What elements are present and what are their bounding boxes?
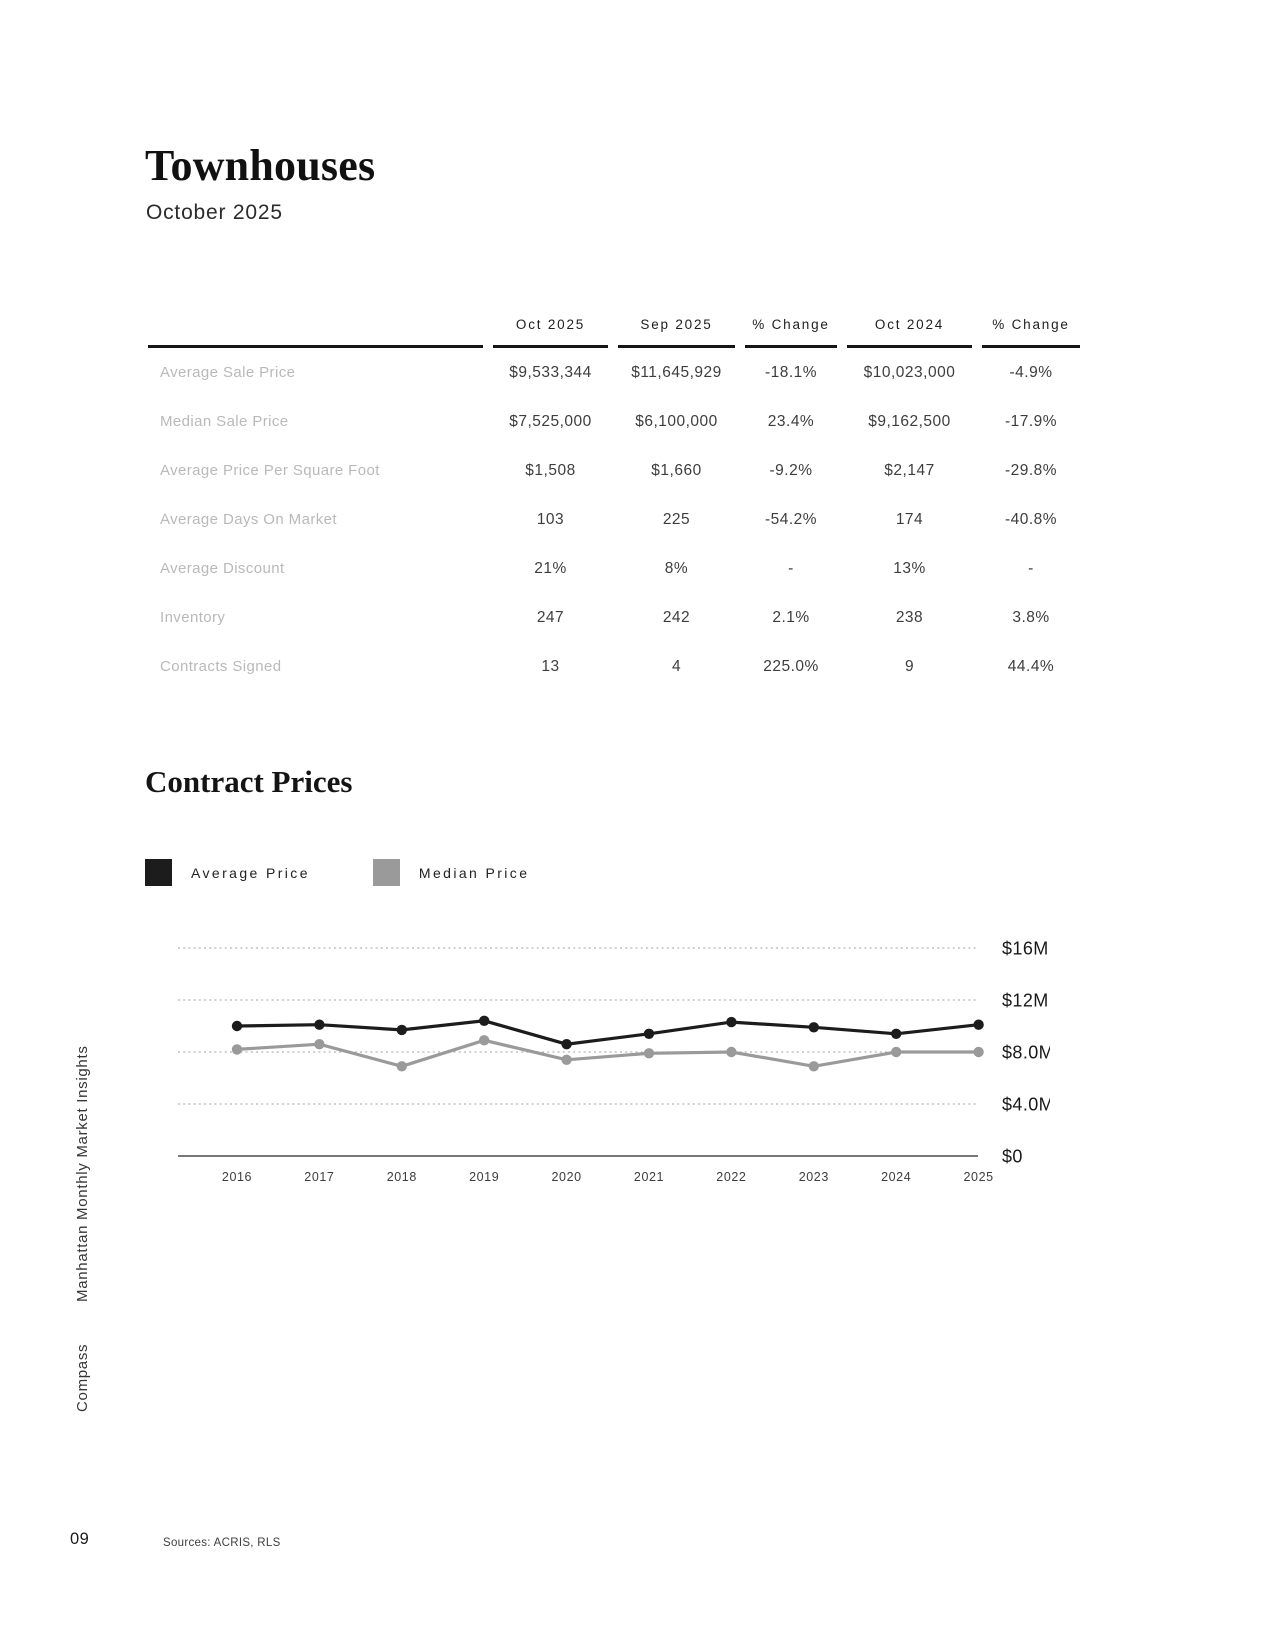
page-subtitle: October 2025 [146,201,283,224]
table-cell: 103 [536,510,565,528]
data-point [397,1061,407,1071]
table-cell: $11,645,929 [631,363,722,381]
table-cell: 8% [664,559,689,577]
data-point [809,1022,819,1032]
table-cell: $1,660 [651,461,702,479]
data-point [973,1047,983,1057]
table-header: Oct 2025 [493,304,608,348]
sidebar-brand-text: Manhattan Monthly Market Insights [74,1045,91,1302]
data-point [479,1016,489,1026]
x-axis-tick-label: 2019 [469,1170,500,1184]
x-axis-tick-label: 2018 [386,1170,417,1184]
legend-label: Average Price [191,864,310,881]
table-cell: 225 [662,510,691,528]
page-title: Townhouses [145,141,376,190]
table-header: % Change [982,304,1080,348]
row-label: Average Price Per Square Foot [160,462,380,479]
table-cell: 13% [893,559,926,577]
y-axis-tick-label: $0 [1002,1146,1023,1167]
table-header: Sep 2025 [618,304,735,348]
x-axis-tick-label: 2020 [551,1170,582,1184]
x-axis-tick-label: 2023 [798,1170,829,1184]
data-point [809,1061,819,1071]
series-line-median-price [237,1040,979,1066]
x-axis-tick-label: 2016 [221,1170,253,1184]
y-axis-tick-label: $12M [1002,990,1049,1011]
row-label: Inventory [160,609,226,626]
x-axis-tick-label: 2021 [633,1170,665,1184]
table-cell: $1,508 [525,461,576,479]
table-cell: 225.0% [763,657,819,675]
table-cell: 3.8% [1012,608,1050,626]
table-cell: 247 [536,608,565,626]
table-cell: -54.2% [764,510,818,528]
x-axis-tick-label: 2017 [304,1170,335,1184]
table-cell: - [1028,559,1034,577]
data-point [314,1039,324,1049]
table-header-spacer [148,304,483,348]
data-point [314,1020,324,1030]
table-cell: $9,162,500 [868,412,951,430]
table-cell: 13 [541,657,560,675]
table-cell: 242 [662,608,691,626]
table-cell: -9.2% [769,461,813,479]
table-cell: - [788,559,794,577]
table-header: Oct 2024 [847,304,972,348]
table-cell: $10,023,000 [863,363,956,381]
table-header: % Change [745,304,837,348]
page-number: 09 [70,1530,90,1548]
table-cell: 44.4% [1007,657,1055,675]
table-cell: 21% [534,559,567,577]
line-chart-canvas [145,878,1050,1196]
x-axis-tick-label: 2025 [963,1170,994,1184]
table-cell: 238 [895,608,924,626]
data-point [479,1035,489,1045]
x-axis-tick-label: 2024 [881,1170,912,1184]
data-point [561,1039,571,1049]
table-cell: -17.9% [1004,412,1058,430]
chart-section-title: Contract Prices [145,764,353,799]
legend-label: Median Price [418,864,530,881]
row-label: Average Sale Price [160,364,296,381]
data-point [644,1048,654,1058]
contract-prices-chart [145,878,1050,1196]
row-label: Average Discount [160,560,285,577]
data-point [891,1029,901,1039]
row-label: Contracts Signed [160,658,282,675]
data-point [561,1055,571,1065]
row-label: Average Days On Market [160,511,337,528]
data-point [726,1017,736,1027]
data-point [726,1047,736,1057]
row-label: Median Sale Price [160,413,289,430]
table-cell: 23.4% [767,412,815,430]
table-cell: -18.1% [764,363,818,381]
data-point [232,1021,242,1031]
sidebar-compass-text: Compass [74,1343,91,1412]
table-cell: 174 [895,510,924,528]
table-cell: $7,525,000 [509,412,592,430]
data-point [397,1025,407,1035]
table-cell: -29.8% [1004,461,1058,479]
y-axis-tick-label: $8.0M [1002,1042,1050,1063]
table-cell: -4.9% [1009,363,1053,381]
table-cell: 2.1% [772,608,810,626]
series-line-average-price [237,1021,979,1044]
table-cell: $9,533,344 [509,363,592,381]
sources-note: Sources: ACRIS, RLS [163,1537,281,1549]
data-point [973,1020,983,1030]
table-cell: 9 [904,657,915,675]
data-point [891,1047,901,1057]
data-point [232,1044,242,1054]
data-point [644,1029,654,1039]
y-axis-tick-label: $16M [1002,938,1049,959]
stats-table [148,304,1080,691]
table-cell: -40.8% [1004,510,1058,528]
y-axis-tick-label: $4.0M [1002,1094,1050,1115]
table-cell: 4 [671,657,682,675]
table-cell: $2,147 [884,461,935,479]
table-cell: $6,100,000 [635,412,718,430]
x-axis-tick-label: 2022 [716,1170,747,1184]
